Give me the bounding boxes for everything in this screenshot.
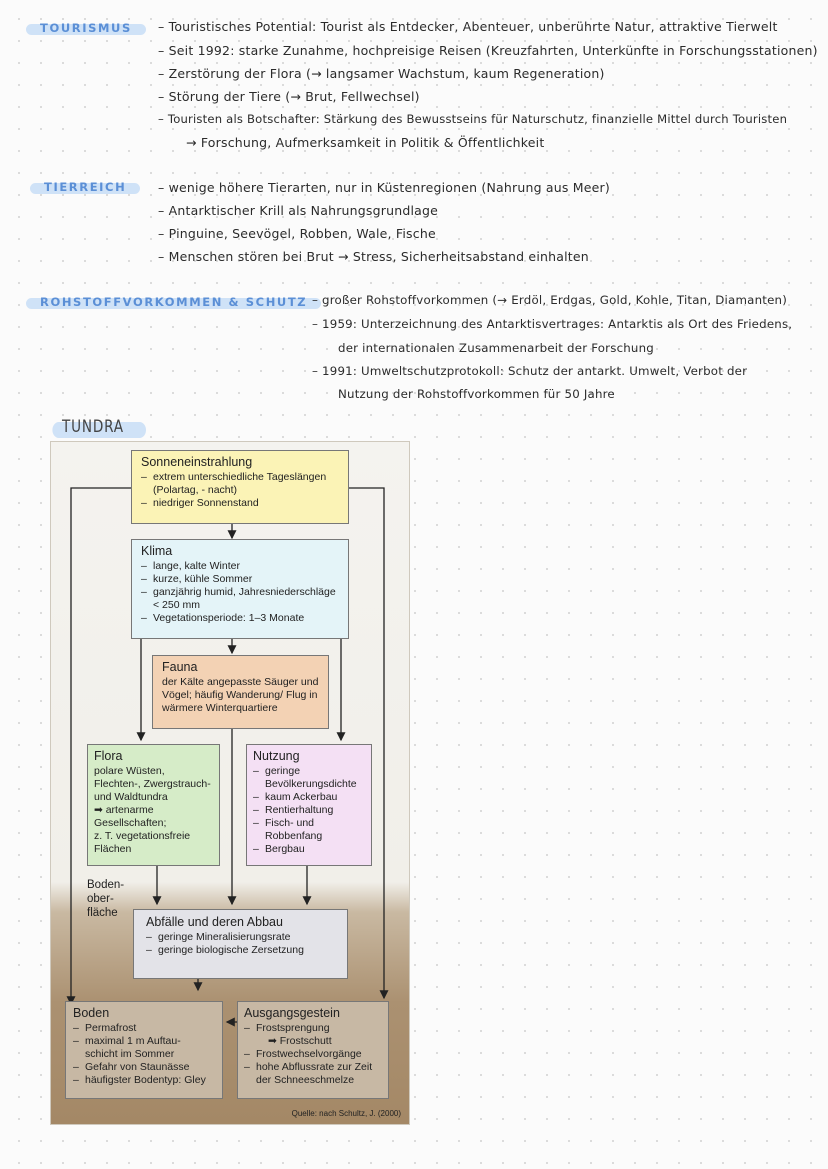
list-item: – Rentierhaltung [253,804,365,817]
box-text: polare Wüsten, Flechten-, Zwergstrauch- und Waldtundra [94,765,211,803]
note-line: Nutzung der Rohstoffvorkommen für 50 Jahre [338,387,615,401]
list-item: – Permafrost [73,1022,215,1035]
heading-tierreich: TIERREICH [44,180,127,194]
note-line: der internationalen Zusammenarbeit der Forschung [338,341,654,355]
fauna-box [152,655,329,729]
note-line: – großer Rohstoffvorkommen (→ Erdöl, Erdgas, Gold, Kohle, Titan, Diamanten) [312,293,788,307]
ausgangsgestein-box [237,1001,389,1099]
list-item: – Frostsprengung [244,1022,382,1035]
note-line: – Zerstörung der Flora (→ langsamer Wachstum, kaum Regeneration) [158,66,605,81]
list-item: – ganzjährig humid, Jahresniederschläge < 250 mm [141,586,339,612]
note-line: – Touristisches Potential: Tourist als Entdecker, Abenteuer, unberührte Natur, attraktive Tierwelt [158,19,778,34]
abfaelle-box [133,909,348,979]
note-line: → Forschung, Aufmerksamkeit in Politik & Öffentlichkeit [186,135,545,150]
box-title: Abfälle und deren Abbau [146,915,283,929]
flora-box [87,744,220,866]
note-line: – 1991: Umweltschutzprotokoll: Schutz der antarkt. Umwelt, Verbot der [312,364,748,378]
list-item: – geringe Mineralisierungsrate [146,931,335,944]
box-title: Flora [94,749,123,763]
list-item: – kurze, kühle Sommer [141,573,339,586]
note-line: – Antarktischer Krill als Nahrungsgrundlage [158,203,439,218]
box-title: Fauna [162,660,198,674]
box-title: Sonneneinstrahlung [141,455,253,469]
box-text: ➡ Frostschutt [268,1035,332,1047]
heading-rohstoff: ROHSTOFFVORKOMMEN & SCHUTZ [40,295,308,309]
box-title: Klima [141,544,173,558]
bodenoberflaeche-label: Boden- ober- fläche [87,879,125,919]
box-text: der Kälte angepasste Säuger und Vögel; häufig Wanderung/ Flug in wärmere Winterquartiere [162,676,319,714]
box-title: Ausgangsgestein [244,1006,340,1020]
note-line: – Seit 1992: starke Zunahme, hochpreisige Reisen (Kreuzfahrten, Unterkünfte in Forschungsstationen) [158,43,818,58]
sonneneinstrahlung-box [131,450,349,524]
heading-tourismus: TOURISMUS [40,21,132,35]
list-item: – hohe Abflussrate zur Zeit der Schneeschmelze [244,1061,382,1087]
note-line: – Menschen stören bei Brut → Stress, Sicherheitsabstand einhalten [158,249,589,264]
klima-box [131,539,349,639]
note-line: – Pinguine, Seevögel, Robben, Wale, Fische [158,226,436,241]
note-line: – Touristen als Botschafter: Stärkung des Bewusstseins für Naturschutz, finanzielle Mittel durch Touristen [158,112,788,126]
list-item: – geringe Bevölkerungsdichte [253,765,365,791]
list-item: – häufigster Bodentyp: Gley [73,1074,215,1087]
note-line: – Störung der Tiere (→ Brut, Fellwechsel) [158,89,420,104]
box-text: z. T. vegetationsfreie Flächen [94,830,191,855]
list-item: – Fisch- und Robbenfang [253,817,365,843]
note-line: – wenige höhere Tierarten, nur in Küstenregionen (Nahrung aus Meer) [158,180,610,195]
box-title: Boden [73,1006,110,1020]
list-item: – kaum Ackerbau [253,791,365,804]
list-item: – Bergbau [253,843,365,856]
box-text: ➡ artenarme Gesellschaften; [94,804,167,829]
list-item: – extrem unterschiedliche Tageslängen (Polartag, - nacht) [141,471,339,497]
source-credit: Quelle: nach Schultz, J. (2000) [291,1109,401,1118]
list-item: – Vegetationsperiode: 1–3 Monate [141,612,339,625]
tundra-title: TUNDRA [62,417,124,437]
tundra-diagram [50,441,410,1125]
list-item: – lange, kalte Winter [141,560,339,573]
list-item: – geringe biologische Zersetzung [146,944,335,957]
box-title: Nutzung [253,749,300,763]
boden-box [65,1001,223,1099]
list-item: – niedriger Sonnenstand [141,497,339,510]
list-item: – Frostwechselvorgänge [244,1048,382,1061]
note-line: – 1959: Unterzeichnung des Antarktisvertrages: Antarktis als Ort des Friedens, [312,317,793,331]
nutzung-box [246,744,372,866]
list-item: – Gefahr von Staunässe [73,1061,215,1074]
list-item: – maximal 1 m Auftau- schicht im Sommer [73,1035,215,1061]
